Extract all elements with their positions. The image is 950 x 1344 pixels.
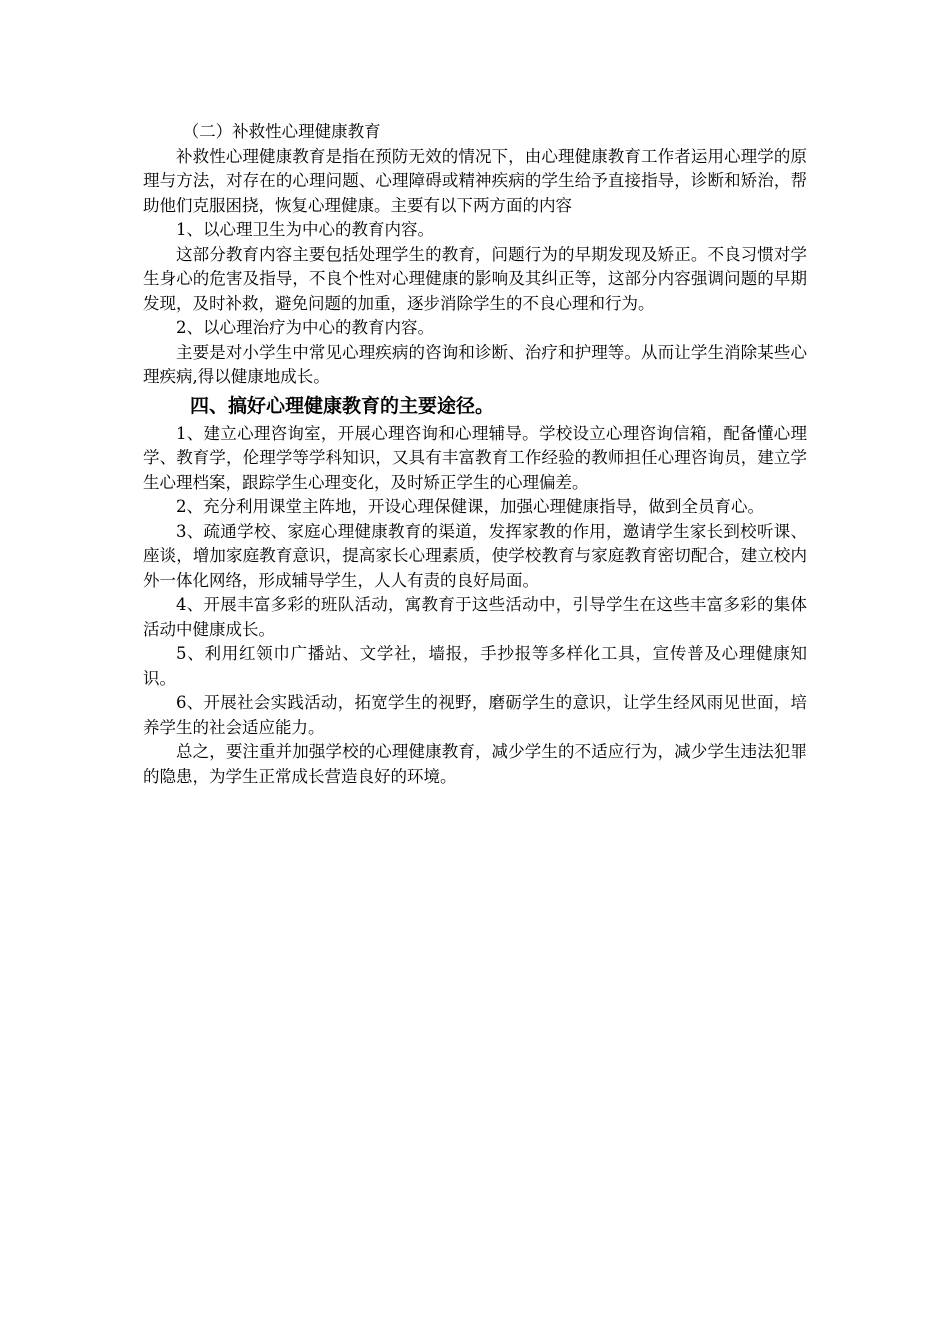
section-heading-4: 四、搞好心理健康教育的主要途径。 <box>190 394 495 417</box>
item2-body: 主要是对小学生中常见心理疾病的咨询和诊断、治疗和护理等。从而让学生消除某些心理疾病,得以健康地成长。 <box>143 342 807 386</box>
intro-paragraph: 补救性心理健康教育是指在预防无效的情况下，由心理健康教育工作者运用心理学的原理与方法，对存在的心理问题、心理障碍或精神疾病的学生给予直接指导，诊断和矫治，帮助他们克服困挠，恢复心理健康。主要有以下两方面的内容 <box>143 146 807 215</box>
conclusion-paragraph: 总之，要注重并加强学校的心理健康教育，减少学生的不适应行为，减少学生违法犯罪的隐患，为学生正常成长营造良好的环境。 <box>143 742 807 786</box>
section-title: （二）补救性心理健康教育 <box>182 122 381 141</box>
way-paragraph-2: 2、充分利用课堂主阵地，开设心理保健课，加强心理健康指导，做到全员育心。 <box>176 497 764 516</box>
item2-title: 2、以心理治疗为中心的教育内容。 <box>176 318 434 337</box>
item1-body: 这部分教育内容主要包括处理学生的教育，问题行为的早期发现及矫正。不良习惯对学生身心的危害及指导，不良个性对心理健康的影响及其纠正等，这部分内容强调问题的早期发现，及时补救，避免问题的加重，逐步消除学生的不良心理和行为。 <box>143 244 807 313</box>
way-paragraph-5: 5、利用红领巾广播站、文学社，墙报，手抄报等多样化工具，宣传普及心理健康知识。 <box>143 644 807 688</box>
way-paragraph-1: 1、建立心理咨询室，开展心理咨询和心理辅导。学校设立心理咨询信箱，配备懂心理学、教育学，伦理学等学科知识，又具有丰富教育工作经验的教师担任心理咨询员，建立学生心理档案，跟踪学生心理变化，及时矫正学生的心理偏差。 <box>143 423 807 492</box>
way-paragraph-3: 3、疏通学校、家庭心理健康教育的渠道，发挥家教的作用，邀请学生家长到校听课、座谈，增加家庭教育意识，提高家长心理素质，使学校教育与家庭教育密切配合，建立校内外一体化网络，形成辅导学生，人人有责的良好局面。 <box>143 521 807 590</box>
item1-title: 1、以心理卫生为中心的教育内容。 <box>176 220 434 239</box>
document-body <box>143 120 807 789</box>
way-paragraph-4: 4、开展丰富多彩的班队活动，寓教育于这些活动中，引导学生在这些丰富多彩的集体活动中健康成长。 <box>143 595 807 639</box>
way-paragraph-6: 6、开展社会实践活动，拓宽学生的视野，磨砺学生的意识，让学生经风雨见世面，培养学生的社会适应能力。 <box>143 693 807 737</box>
